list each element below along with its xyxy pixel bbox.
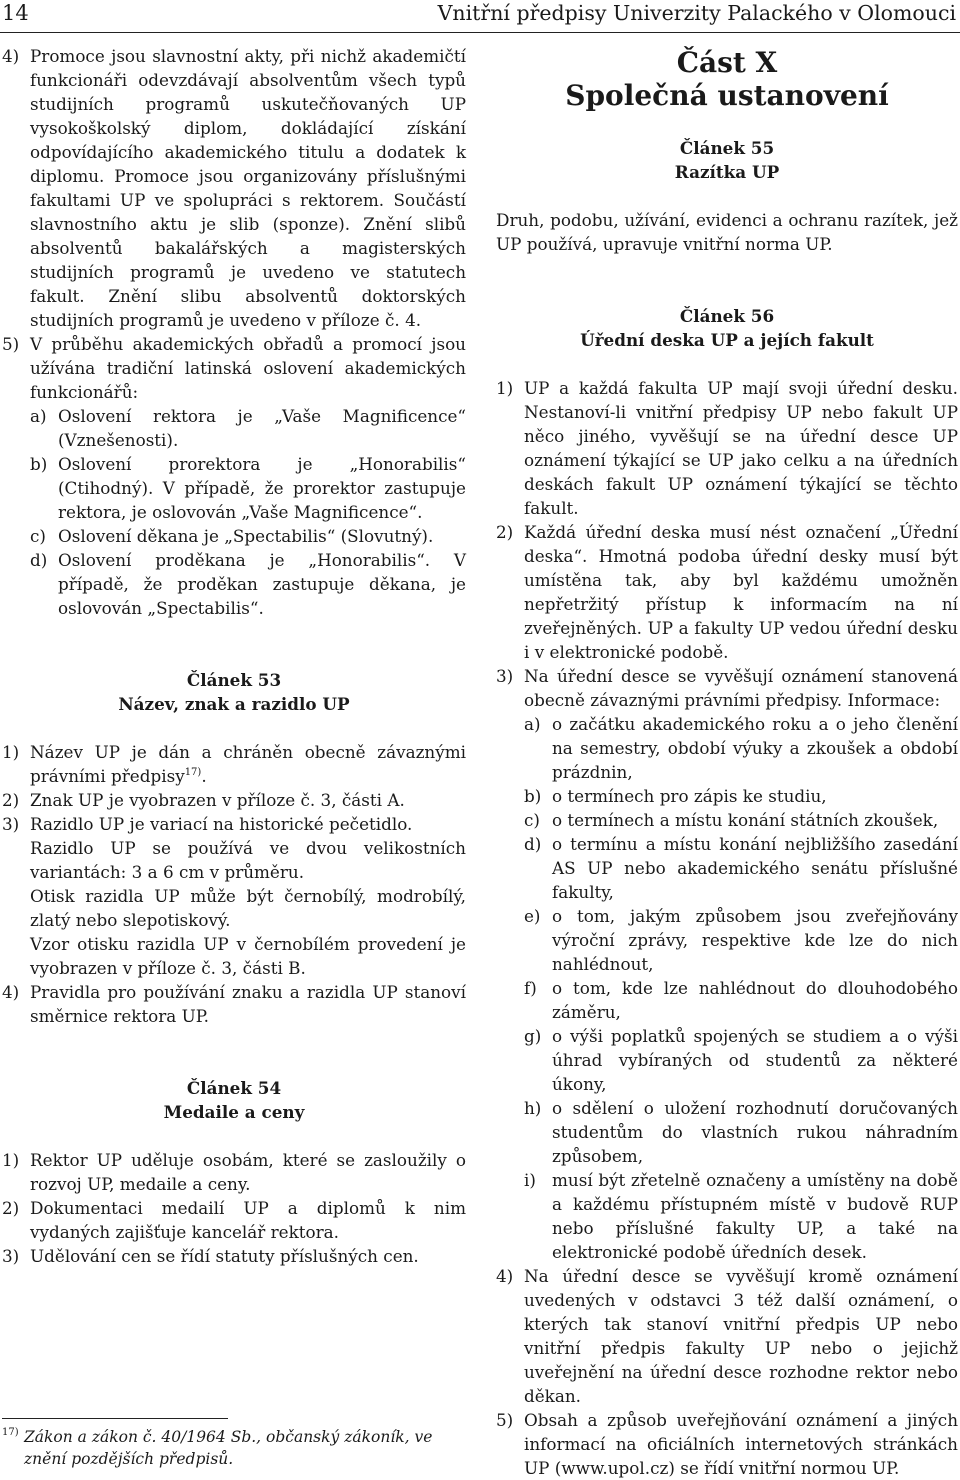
item-extra-text: Razidlo UP se používá ve dvou velikostních variantách: 3 a 6 cm v průměru. <box>30 838 466 882</box>
subitem-text: o sdělení o uložení rozhodnutí doručovaných studentům do vlastních rukou náhradním způsobem, <box>552 1098 958 1166</box>
subitem-letter: f) <box>524 978 537 998</box>
item-extra-text: Otisk razidla UP může být černobílý, modrobílý, zlatý nebo slepotiskový. <box>30 886 466 930</box>
page-header <box>0 0 960 33</box>
article-53-item-4 <box>2 980 466 1028</box>
item-text: V průběhu akademických obřadů a promocí jsou užívána tradiční latinská oslovení akademických funkcionářů: <box>30 334 466 402</box>
subitem-b <box>524 784 958 808</box>
item-number: 2) <box>2 790 20 810</box>
subitem-text: o výši poplatků spojených se studiem a o výši úhrad vybíraných od studentů za některé úkony, <box>552 1026 958 1094</box>
footnote <box>2 1426 466 1470</box>
item-text: Každá úřední deska musí nést označení „Úřední deska“. Hmotná podoba úřední desky musí být umístěna tak, aby byl každému umožněn nepřetržitý přístup k informacím na ní zveřejněných. UP a fakulty UP vedou úřední desku i v elektronické podobě. <box>524 522 958 662</box>
article-54-heading: Článek 54 <box>186 1078 282 1098</box>
subitem-f <box>524 976 958 1024</box>
item-number: 3) <box>496 666 514 686</box>
footnote-ref: 17) <box>184 767 202 778</box>
subitem-text: o tom, kde lze nahlédnout do dlouhodobého záměru, <box>552 978 958 1022</box>
item-number: 4) <box>2 982 20 1002</box>
footnote-text: Zákon a zákon č. 40/1964 Sb., občanský zákoník, ve znění pozdějších předpisů. <box>24 1428 433 1468</box>
article-56-heading: Článek 56 <box>679 306 775 326</box>
footnote-divider <box>2 1418 228 1419</box>
subitem-text: o termínu a místu konání nejbližšího zasedání AS UP nebo akademického senátu příslušné fakulty, <box>552 834 958 902</box>
subitem-text: musí být zřetelně označeny a umístěny na době a každému přístupném místě v budově RUP nebo příslušné fakulty UP, a také na elektronické podobě úředních desek. <box>552 1170 958 1262</box>
subitem-letter: b) <box>524 786 542 806</box>
article-55-title: Razítka UP <box>674 162 780 182</box>
subitem-letter: i) <box>524 1170 536 1190</box>
item-text: Na úřední desce se vyvěšují kromě oznámení uvedených v odstavci 3 též další oznámení, o kterých tak stanoví vnitřní předpis UP nebo vnitřní předpis fakulty UP nebo o jejichž uveřejnění na úřední desce rozhodne rektor nebo děkan. <box>524 1266 958 1406</box>
subitem-c <box>30 524 466 548</box>
subitem-text: o začátku akademického roku a o jeho členění na semestry, období výuky a zkoušek a období prázdnin, <box>552 714 958 782</box>
article-54-item-1 <box>2 1148 466 1196</box>
subitem-d <box>30 548 466 620</box>
item-number: 5) <box>496 1410 514 1430</box>
item-number: 2) <box>2 1198 20 1218</box>
item-number: 2) <box>496 522 514 542</box>
item-number: 1) <box>496 378 514 398</box>
article-53-item-2 <box>2 788 466 812</box>
subitem-g <box>524 1024 958 1096</box>
item-punct: . <box>201 766 207 786</box>
item-number: 3) <box>2 1246 20 1266</box>
subitem-i <box>524 1168 958 1264</box>
subitem-a <box>524 712 958 784</box>
item-number: 4) <box>2 46 20 66</box>
subitem-letter: h) <box>524 1098 542 1118</box>
subitem-letter: a) <box>524 714 541 734</box>
article-55-text: Druh, podobu, užívání, evidenci a ochranu razítek, jež UP používá, upravuje vnitřní norma UP. <box>496 210 958 254</box>
running-title: Vnitřní předpisy Univerzity Palackého v Olomouci <box>437 1 956 25</box>
item-number: 5) <box>2 334 20 354</box>
article-56-item-5 <box>496 1408 958 1480</box>
item-text: Znak UP je vyobrazen v příloze č. 3, části A. <box>30 790 405 810</box>
subitem-letter: d) <box>524 834 542 854</box>
article-56-title: Úřední deska UP a jejích fakult <box>580 330 874 350</box>
item-extra-text: Vzor otisku razidla UP v černobílém provedení je vyobrazen v příloze č. 3, části B. <box>30 934 466 978</box>
article-53-heading: Článek 53 <box>186 670 282 690</box>
item-number: 1) <box>2 1150 20 1170</box>
part-title: Společná ustanovení <box>565 79 889 112</box>
subitem-h <box>524 1096 958 1168</box>
article-56-item-3 <box>496 664 958 1264</box>
subitem-text: o termínech pro zápis ke studiu, <box>552 786 827 806</box>
article-55-heading: Článek 55 <box>679 138 775 158</box>
subitem-c <box>524 808 958 832</box>
item-text: Na úřední desce se vyvěšují oznámení stanovená obecně závaznými právními předpisy. Informace: <box>524 666 958 710</box>
subitem-letter: b) <box>30 454 48 474</box>
item-text: Dokumentaci medailí UP a diplomů k nim vydaných zajišťuje kancelář rektora. <box>30 1198 466 1242</box>
item-text: UP a každá fakulta UP mají svoji úřední desku. Nestanoví-li vnitřní předpisy UP nebo fakult UP něco jiného, vyvěšují se na úřední desce UP oznámení týkající se UP jako celku a na úředních deskách fakult UP oznámení týkající se těchto fakult. <box>524 378 958 518</box>
part-number: Část X <box>676 46 778 79</box>
subitem-text: Oslovení rektora je „Vaše Magnificence“ (Vznešenosti). <box>58 406 466 450</box>
subitem-text: Oslovení děkana je „Spectabilis“ (Slovutný). <box>58 526 434 546</box>
subitem-b <box>30 452 466 524</box>
subitem-letter: a) <box>30 406 47 426</box>
subitem-text: o termínech a místu konání státních zkoušek, <box>552 810 939 830</box>
article-53-item-1 <box>2 740 466 788</box>
right-column <box>496 44 958 1480</box>
article-56-item-4 <box>496 1264 958 1408</box>
subitem-letter: d) <box>30 550 48 570</box>
subitem-letter: g) <box>524 1026 542 1046</box>
subitem-d <box>524 832 958 904</box>
item-text: Obsah a způsob uveřejňování oznámení a jiných informací na oficiálních internetových stránkách UP (www.upol.cz) se řídí vnitřní normou UP. <box>524 1410 958 1478</box>
subitem-text: Oslovení proděkana je „Honorabilis“. V případě, že proděkan zastupuje děkana, je oslovován „Spectabilis“. <box>58 550 466 618</box>
item-text: Razidlo UP je variací na historické pečetidlo. <box>30 814 413 834</box>
article-56-item-1 <box>496 376 958 520</box>
article-53-title: Název, znak a razidlo UP <box>118 694 350 714</box>
article-53-item-3 <box>2 812 466 980</box>
item-text: Rektor UP uděluje osobám, které se zasloužily o rozvoj UP, medaile a ceny. <box>30 1150 466 1194</box>
article-56-item-2 <box>496 520 958 664</box>
subitem-letter: e) <box>524 906 541 926</box>
item-text: Název UP je dán a chráněn obecně závaznými právními předpisy <box>30 742 466 786</box>
item-number: 4) <box>496 1266 514 1286</box>
article-54-item-2 <box>2 1196 466 1244</box>
subitem-a <box>30 404 466 452</box>
item-text: Pravidla pro používání znaku a razidla UP stanoví směrnice rektora UP. <box>30 982 466 1026</box>
article-54-item-3 <box>2 1244 466 1268</box>
subitem-e <box>524 904 958 976</box>
footnote-mark: 17) <box>2 1427 19 1438</box>
subitem-letter: c) <box>524 810 540 830</box>
item-text: Udělování cen se řídí statuty příslušných cen. <box>30 1246 419 1266</box>
page-number: 14 <box>2 1 29 25</box>
item-text: Promoce jsou slavnostní akty, při nichž akademičtí funkcionáři odevzdávají absolventům všech typů studijních programů uskutečňovaných UP vysokoškolský diplom, dokládající získání odpovídajícího akademického titulu a dodatek k diplomu. Promoce jsou organizovány příslušnými fakultami UP ve spolupráci s rektorem. Součástí slavnostního aktu je slib (sponze). Znění slibů absolventů bakalářských a magisterských studijních programů je uvedeno ve statutech fakult. Znění slibu absolventů doktorských studijních programů je uvedeno v příloze č. 4. <box>30 46 466 330</box>
paragraph-4 <box>2 44 466 332</box>
left-column <box>2 44 466 1268</box>
item-number: 3) <box>2 814 20 834</box>
subitem-letter: c) <box>30 526 46 546</box>
article-54-title: Medaile a ceny <box>163 1102 305 1122</box>
paragraph-5 <box>2 332 466 620</box>
subitem-text: Oslovení prorektora je „Honorabilis“ (Ctihodný). V případě, že prorektor zastupuje rektora, je oslovován „Vaše Magnificence“. <box>58 454 466 522</box>
item-number: 1) <box>2 742 20 762</box>
subitem-text: o tom, jakým způsobem jsou zveřejňovány výroční zprávy, respektive kde lze do nich nahlédnout, <box>552 906 958 974</box>
